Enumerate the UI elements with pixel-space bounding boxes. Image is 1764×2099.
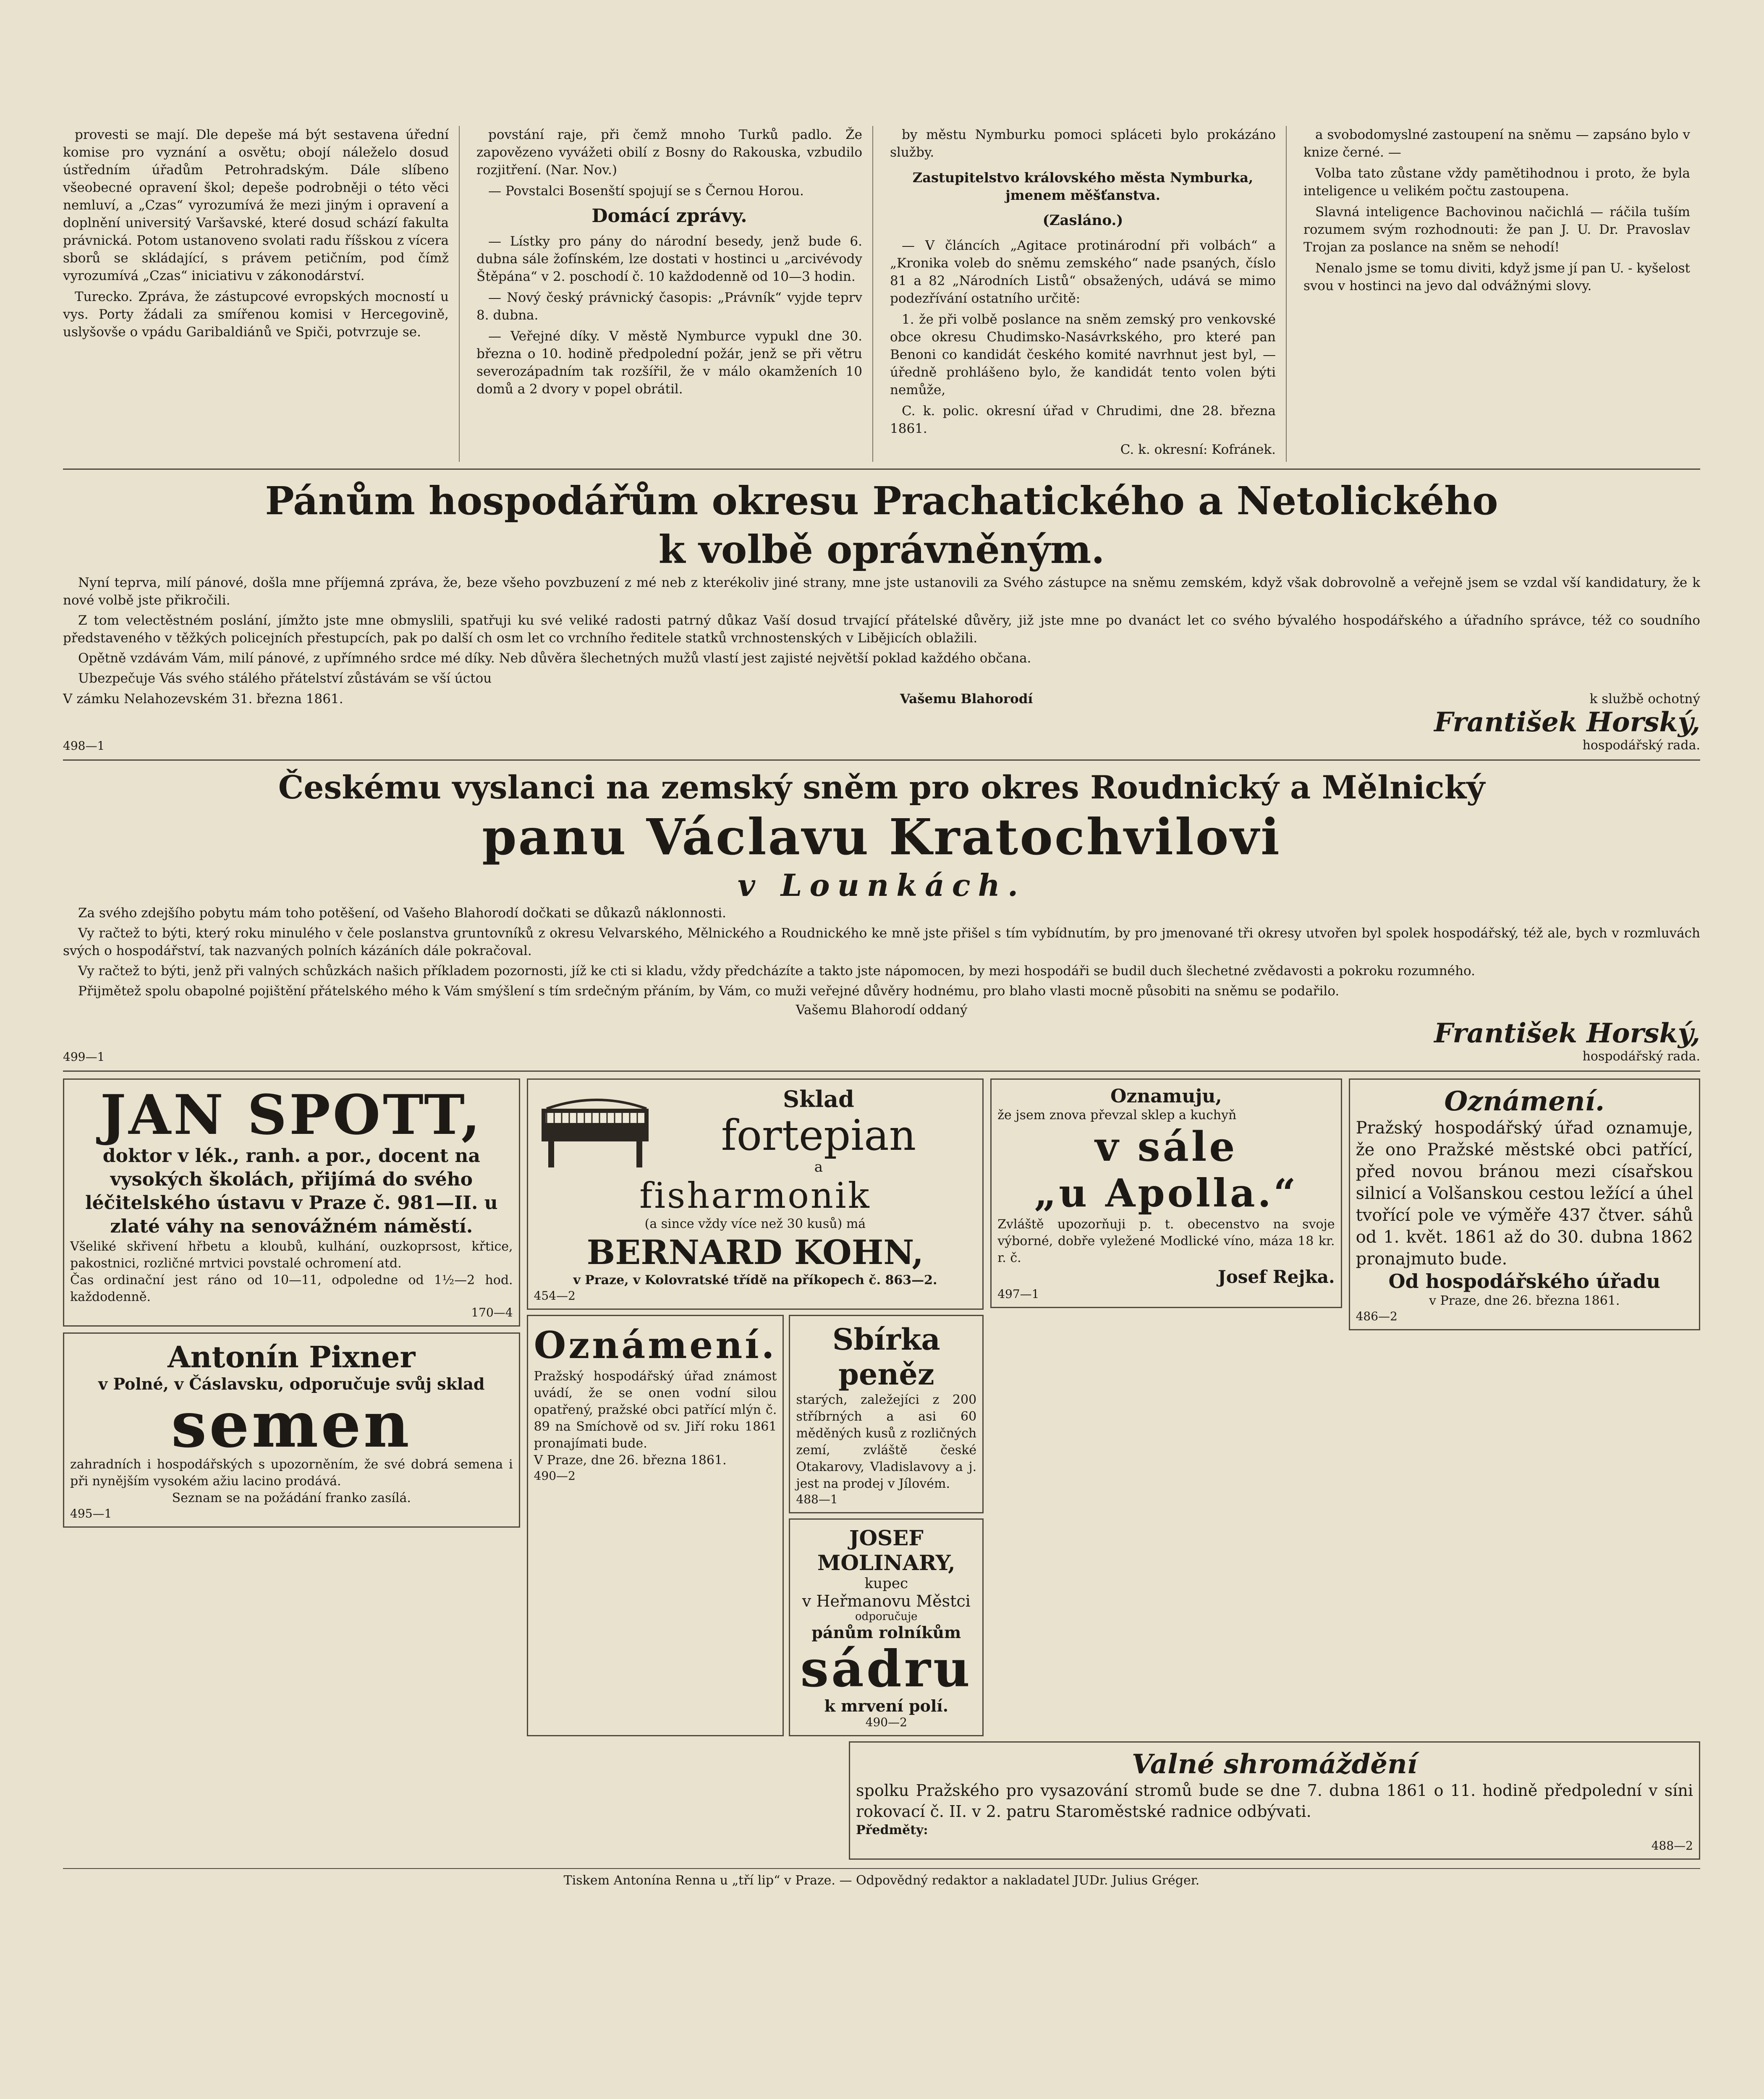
spott-name: JAN SPOTT, <box>100 1083 483 1147</box>
ads-column-2 <box>527 1078 984 1736</box>
sbirka-text: starých, zaležejíci z 200 stříbrných a asi 60 měděných kusů z rozličných zemí, zvláště české Otakarovy, Vladislavovy a j. jest na prodej v Jílovém. <box>796 1392 977 1491</box>
ad-pixner <box>63 1332 520 1528</box>
molinary-offer: odporučuje <box>855 1610 918 1623</box>
oznameni-right-closing: Od hospodářského úřadu <box>1388 1270 1661 1293</box>
notice1-para-4: Ubezpečuje Vás svého stálého přátelství zůstávám se vší úctou <box>78 671 492 686</box>
molinary-product1: pánům rolníkům <box>811 1623 961 1642</box>
spott-number: 170—4 <box>471 1306 513 1319</box>
column-1 <box>63 126 460 462</box>
ads-column-4 <box>1349 1078 1700 1736</box>
notice1-subtitle: k volbě oprávněným. <box>658 527 1105 572</box>
notice2-closing: Vašemu Blahorodí oddaný <box>796 1002 968 1018</box>
col4-para-3: Slavná inteligence Bachovinou načichlá — ráčila tuším rozumem svým rozhodnouti: že pan J. U. Dr. Pravoslav Trojan za poslance na sněm se nehodí! <box>1303 204 1690 255</box>
col3-signature: C. k. okresní: Kofránek. <box>1120 442 1276 457</box>
divider-1 <box>63 468 1700 470</box>
apollo-big2: „u Apolla.“ <box>1034 1170 1298 1216</box>
notice1-body <box>63 574 1700 687</box>
printer-footer: Tiskem Antonína Renna u „tří lip“ v Praze. — Odpovědný redaktor a nakladatel JUDr. Julius Gréger. <box>63 1868 1700 1888</box>
col3-para-4: C. k. polic. okresní úřad v Chrudimi, dne 28. března 1861. <box>890 403 1276 436</box>
apollo-number: 497—1 <box>997 1287 1039 1301</box>
kohn-title-4: fisharmonik <box>639 1175 871 1216</box>
ad-sbirka <box>789 1315 984 1513</box>
kohn-note: (a since vždy více než 30 kusů) má <box>644 1217 866 1231</box>
molinary-name: JOSEF MOLINARY, <box>817 1526 955 1575</box>
oznameni-right-title: Oznámení. <box>1444 1086 1605 1117</box>
col3-zaslano: (Zasláno.) <box>1042 212 1123 229</box>
ad-spott <box>63 1078 520 1327</box>
apollo-intro: že jsem znova převzal sklep a kuchyň <box>997 1108 1237 1123</box>
notice2-signature-title: hospodářský rada. <box>1582 1049 1700 1064</box>
notice1-para-1: Nyní teprva, milí pánové, došla mne příjemná zpráva, že, beze všeho povzbuzení z mé neb z kterékoliv jiné strany, mne jste ustanovili za Svého zástupce na sněmu zemském, když však dobrovolně a veřejně jsem se vzdal vší kandidatury, že k nové volbě jste přikročili. <box>63 575 1700 608</box>
apollo-title: Oznamuju, <box>1110 1086 1222 1107</box>
sbirka-title: Sbírka peněz <box>832 1322 940 1392</box>
column-3 <box>890 126 1287 462</box>
notice1-service: k službě ochotný <box>1589 691 1700 707</box>
notice1-salutation: Vašemu Blahorodí <box>900 691 1033 707</box>
oznameni-left-title: Oznámení. <box>534 1323 777 1367</box>
ads-column-2-right-stack <box>789 1315 984 1736</box>
oznameni-left-number: 490—2 <box>534 1469 576 1483</box>
newspaper-page <box>63 126 1700 1888</box>
molinary-product2: sádru <box>800 1639 973 1699</box>
notice1-signature: František Horský, <box>1434 707 1700 738</box>
pixner-big-word: semen <box>171 1388 412 1462</box>
ad-molinary <box>789 1518 984 1736</box>
notice2-signature-row <box>63 1018 1700 1064</box>
kohn-address: v Praze, v Kolovratské třídě na příkopech č. 863—2. <box>573 1273 937 1288</box>
ad-oznameni-left <box>527 1315 784 1736</box>
column-4 <box>1303 126 1700 462</box>
ads-column-3 <box>990 1078 1342 1736</box>
apollo-text: Zvláště upozorňuji p. t. obecenstvo na svoje výborné, dobře vyležené Modlické víno, máza 18 kr. r. č. <box>997 1217 1335 1265</box>
col3-council: Zastupitelstvo královského města Nymburka, jmenem měšťanstva. <box>912 170 1254 203</box>
oznameni-right-place: v Praze, dne 26. března 1861. <box>1429 1293 1620 1308</box>
notice2-title: Českému vyslanci na zemský sněm pro okres Roudnický a Mělnický <box>278 769 1485 806</box>
ad-oznameni-right <box>1349 1078 1700 1330</box>
ad-kohn <box>527 1078 984 1310</box>
notice2-body <box>63 904 1700 1000</box>
pixner-name: Antonín Pixner <box>168 1340 416 1374</box>
col4-para-2: Volba tato zůstane vždy pamětihodnou i proto, že byla inteligence u velikém počtu zastoupena. <box>1303 166 1690 199</box>
kohn-title-1: Sklad <box>783 1086 854 1112</box>
notice2-para-2: Vy račtež to býti, který roku minulého v čele poslanstva gruntovníků z okresu Velvarského, Mělnického a Roudnického ke mně jste přišel s tím vybídnutím, by pro jmenované tři okresy utvořen byl spolek hospodářský, též ale, bych v rozmluvách svých o hospodářství, tak nazvaných polních kázáních dále pokračoval. <box>63 926 1700 958</box>
pixner-sub2: Seznam se na požádání franko zasílá. <box>172 1491 411 1505</box>
notice2-signature: František Horský, <box>1434 1018 1700 1049</box>
notice2-para-1: Za svého zdejšího pobytu mám toho potěšení, od Vašeho Blahorodí dočkati se důkazů náklonnosti. <box>78 906 726 921</box>
notice-kratochvil <box>63 767 1700 1064</box>
notice1-signature-title: hospodářský rada. <box>1582 738 1700 753</box>
col1-para-1: provesti se mají. Dle depeše má být sestavena úřední komise pro vyznání a osvětu; obojí náleželo dosud ústředním úřadům Petrohradským. Dále slíbeno všeobecné opravení škol; depeše podrobněji o této věci nemluví, a „Czas“ vyrozumívá že mezi jiným i opravení a doplnění universitý Varšavské, které dosud schází fakulta právnická. Potom ustanoveno svolati radu říšskou z vícera sborů se skládající, s právem petičním, pod čímž vyrozumívá „Czas“ iniciativu v zákonodárství. <box>63 127 449 283</box>
pixner-number: 495—1 <box>70 1507 112 1521</box>
spott-hours: Čas ordinační jest ráno od 10—11, odpoledne od 1½—2 hod. každodenně. <box>70 1273 513 1304</box>
col4-para-4: Nenalo jsme se tomu diviti, když jsme jí pan U. - kyšelost svou v hostinci na jevo dal odvážnými slovy. <box>1303 261 1690 293</box>
valne-number: 488—2 <box>1651 1839 1693 1853</box>
spott-title: doktor v lék., ranh. a por., docent na vysokých školách, přijímá do svého léčitelského ústavu v Praze č. 981—II. u zlaté váhy na senovážném náměstí. <box>85 1145 498 1237</box>
notice2-number: 499—1 <box>63 1050 105 1064</box>
column-2 <box>476 126 873 462</box>
oznameni-right-text: Pražský hospodářský úřad oznamuje, že ono Pražské městské obci patřící, před novou bránou mezi císařskou silnicí a Volšanskou cestou ležící a úhel tvořící pole ve výměře 437 čtver. sáhů od 1. květ. 1861 až do 30. dubna 1862 pronajmuto bude. <box>1356 1118 1693 1269</box>
molinary-product3: k mrvení polí. <box>824 1696 948 1715</box>
notice2-place: v Lounkách. <box>737 867 1026 903</box>
section-heading-domestic: Domácí zprávy. <box>591 205 747 227</box>
notice1-place-date: V zámku Nelahozevském 31. března 1861. <box>63 691 343 707</box>
col3-para-3: 1. že při volbě poslance na sněm zemský pro venkovské obce okresu Chudimsko-Nasávrkského, pro které pan Benoni co kandidát českého komité navrhnut jest byl, — úředně prohlášeno bylo, že kandidát tento volen býti nemůže, <box>890 312 1276 398</box>
notice2-signature-block <box>1434 1018 1700 1064</box>
advertisements <box>63 1078 1700 1736</box>
molinary-place: v Heřmanovu Městci <box>802 1592 971 1610</box>
notice2-para-4: Přijmětež spolu obapolné pojištění přátelského mého k Vám smýšlení s tím srdečným přáním, by Vám, co muži veřejné důvěry hodnému, pro blaho vlasti mocně působiti na sněmu se podařilo. <box>78 984 1340 999</box>
kohn-title-2: fortepian <box>721 1111 916 1160</box>
col2-para-3: — Lístky pro pány do národní besedy, jenž bude 6. dubna sále žofínském, lze dostati v hostinci u „arcivévody Štěpána“ v 2. poschodí č. 10 každodenně od 10—3 hodin. <box>476 234 862 284</box>
col4-para-1: a svobodomyslné zastoupení na sněmu — zapsáno bylo v knize černé. — <box>1303 127 1690 160</box>
notice1-signature-row <box>63 707 1700 753</box>
notice1-title: Pánům hospodářům okresu Prachatického a Netolického <box>265 478 1498 523</box>
oznameni-left-place: V Praze, dne 26. března 1861. <box>534 1453 727 1468</box>
col2-para-1: povstání raje, při čemž mnoho Turků padlo. Že zapovězeno vyvážeti obilí z Bosny do Rakouska, vzbudilo rozjitření. (Nar. Nov.) <box>476 127 862 178</box>
notice-prachatice <box>63 476 1700 753</box>
kohn-number: 454—2 <box>534 1289 576 1303</box>
ads-column-2-lower <box>527 1315 984 1736</box>
kohn-title-3: a <box>814 1159 823 1175</box>
valne-title: Valné shromáždění <box>1132 1748 1417 1780</box>
ads-column-1 <box>63 1078 520 1736</box>
col2-para-4: — Nový český právnický časopis: „Právník“ vyjde teprv 8. dubna. <box>476 290 862 323</box>
col2-para-5: — Veřejné díky. V městě Nymburce vypukl dne 30. března o 10. hodině předpolední požár, jenž se při větru severozápadním tak rozšířil, že v málo okamženích 10 domů a 2 dvory v popel obrátil. <box>476 329 862 397</box>
col2-para-2: — Povstalci Bosenští spojují se s Černou Horou. <box>488 183 804 199</box>
notice2-para-3: Vy račtež to býti, jenž při valných schůzkách našich příkladem pozornosti, jíž ke cti si kladu, vždy předcházíte a takto jste nápomocen, by mezi hospodáři se budil duch šlechetné zvědavosti a pokroku rozumného. <box>78 963 1476 979</box>
notice1-number: 498—1 <box>63 739 105 753</box>
sbirka-number: 488—1 <box>796 1492 838 1506</box>
notice1-para-3: Opětně vzdávám Vám, milí pánové, z upřímného srdce mé díky. Neb důvěra šlechetných mužů vlastí jest zajisté největší poklad každého občana. <box>78 651 1031 666</box>
pixner-place-text: v Polné, v Čáslavsku, <box>98 1374 284 1393</box>
kohn-header <box>534 1086 977 1175</box>
molinary-role: kupec <box>864 1575 908 1592</box>
notice1-closing-row <box>63 691 1700 707</box>
top-news-columns <box>63 126 1700 462</box>
col1-para-2: Turecko. Zpráva, že zástupcové evropských mocností u vys. Porty žádali za smířenou komisi v Hercegovině, uslyšovše o vpádu Garibaldiánů ve Spiči, potvrzuje se. <box>63 289 449 340</box>
divider-3 <box>63 1070 1700 1072</box>
col3-para-1: by městu Nymburku pomoci spláceti bylo prokázáno služby. <box>890 127 1276 160</box>
kohn-name: BERNARD KOHN, <box>586 1233 924 1272</box>
ad-apollo <box>990 1078 1342 1308</box>
notice1-signature-block <box>1434 707 1700 753</box>
divider-2 <box>63 759 1700 761</box>
kohn-titles <box>661 1086 977 1175</box>
pixner-offer: odporučuje svůj sklad <box>289 1374 485 1393</box>
apollo-name: Josef Rejka. <box>1217 1267 1335 1287</box>
ad-valne-shromazdeni <box>849 1741 1700 1860</box>
notice1-para-2: Z tom velectěstném poslání, jímžto jste mne obmyslili, spatřuji ku své veliké radosti patrný důkaz Vaší dosud trvající přátelské důvěry, již jste mne po dvanáct let co svého bývalého hospodářského a úřadního správce, též co soudního představeného v těžkých policejních přestupcích, pak po další ch osm let co vrchního ředitele statků vrchnostenských v Libějicích oblažili. <box>63 613 1700 646</box>
spott-body: Všeliké skřivení hřbetu a kloubů, kulhání, ouzkoprsost, křtice, pakostnici, rozličné mrtvici povstalé ochromení atd. <box>70 1239 513 1271</box>
oznameni-left-text: Pražský hospodářský úřad známost uvádí, že se onen vodní silou opatřený, pražské obci patřící mlýn č. 89 na Smíchově od sv. Jiří roku 1861 pronajímati bude. <box>534 1369 777 1451</box>
valne-label: Předměty: <box>856 1823 928 1837</box>
notice2-name: panu Václavu Kratochvilovi <box>482 808 1281 866</box>
piano-icon <box>534 1089 656 1173</box>
apollo-big1: v sále <box>1095 1123 1238 1170</box>
oznameni-right-number: 486—2 <box>1356 1309 1398 1323</box>
molinary-number: 490—2 <box>865 1715 907 1729</box>
pixner-sub: zahradních i hospodářských s upozorněním, že své dobrá semena i při nynějším vysokém ažiu lacino prodává. <box>70 1457 513 1489</box>
col3-para-2: — V článcích „Agitace protinárodní při volbách“ a „Kronika voleb do sněmu zemského“ nade psaných, číslo 81 a 82 „Národních Listů“ obsažených, udává se mimo podezřívání ostatního určitě: <box>890 238 1276 306</box>
valne-text: spolku Pražského pro vysazování stromů bude se dne 7. dubna 1861 o 11. hodině předpolední v síni rokovací č. II. v 2. patru Staroměstské radnice odbývati. <box>856 1781 1693 1821</box>
